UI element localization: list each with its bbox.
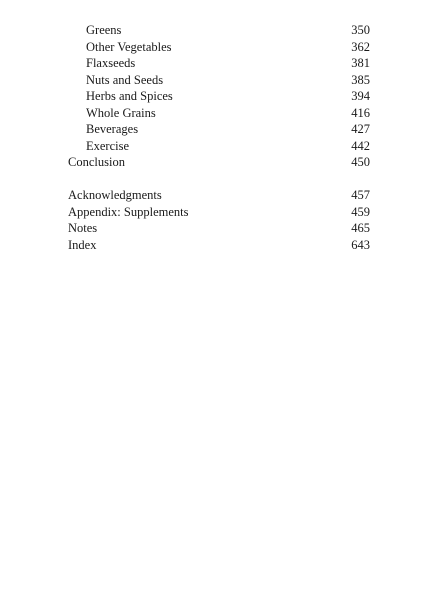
toc-entry-title: Herbs and Spices (86, 89, 173, 103)
toc-entry-herbs-and-spices (68, 88, 370, 105)
toc-entry-beverages (68, 121, 370, 138)
toc-entry-appendix-supplements (68, 204, 370, 221)
toc-entry-title: Notes (68, 221, 98, 235)
toc-entry-page: 416 (351, 105, 370, 120)
table-of-contents (68, 22, 370, 253)
toc-entry-page: 450 (351, 155, 370, 169)
toc-entry-greens (68, 22, 370, 39)
toc-entry-conclusion (68, 154, 370, 171)
toc-entry-page: 350 (351, 23, 370, 37)
toc-entry-title: Acknowledgments (68, 188, 162, 202)
toc-entry-page: 381 (351, 56, 370, 70)
toc-entry-page: 459 (351, 204, 370, 219)
toc-entry-title: Index (68, 237, 97, 252)
toc-entry-whole-grains (68, 105, 370, 122)
toc-entry-title: Whole Grains (86, 105, 156, 120)
toc-entry-acknowledgments (68, 187, 370, 204)
toc-entry-title: Conclusion (68, 155, 125, 169)
toc-entry-index (68, 237, 370, 254)
toc-entry-flaxseeds (68, 55, 370, 72)
toc-entry-page: 385 (351, 72, 370, 87)
toc-entry-page: 394 (351, 89, 370, 103)
toc-entry-exercise (68, 138, 370, 155)
toc-entry-title: Exercise (86, 138, 130, 153)
toc-entry-page: 643 (351, 237, 370, 252)
toc-entry-other-vegetables (68, 39, 370, 56)
toc-entry-page: 442 (351, 138, 370, 153)
toc-entry-title: Appendix: Supplements (68, 204, 189, 219)
toc-entry-page: 465 (351, 221, 370, 235)
toc-entry-title: Other Vegetables (86, 39, 172, 54)
toc-entry-page: 457 (351, 188, 370, 202)
toc-entry-page: 427 (351, 122, 370, 136)
toc-entry-page: 362 (351, 39, 370, 54)
toc-entry-title: Greens (86, 23, 122, 37)
toc-entry-title: Flaxseeds (86, 56, 136, 70)
toc-entry-nuts-and-seeds (68, 72, 370, 89)
toc-entry-title: Beverages (86, 122, 139, 136)
toc-entry-notes (68, 220, 370, 237)
section-spacer (68, 171, 370, 188)
toc-entry-title: Nuts and Seeds (86, 72, 164, 87)
